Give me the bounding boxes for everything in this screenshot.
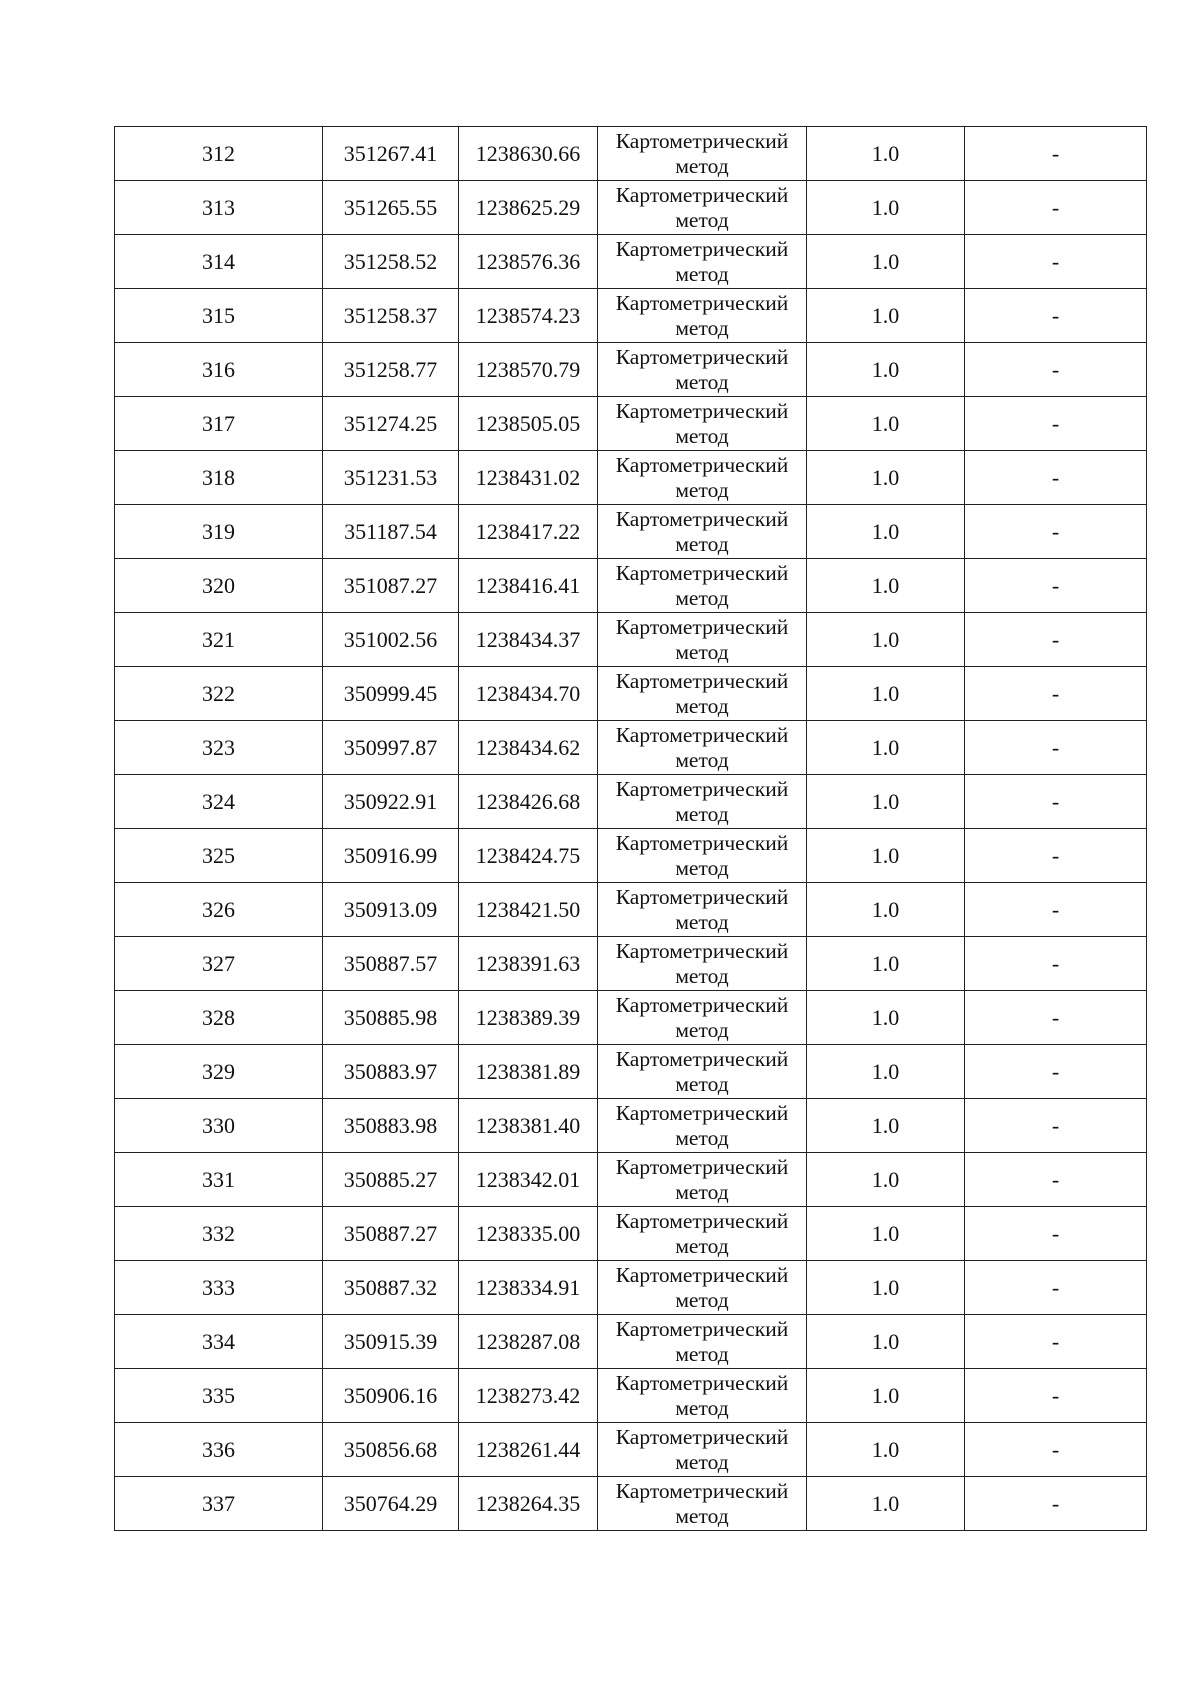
note-cell: -: [965, 1477, 1147, 1531]
method-line-2: метод: [675, 1017, 729, 1042]
x-coordinate-cell: 351258.77: [323, 343, 459, 397]
y-coordinate-cell: 1238625.29: [459, 181, 598, 235]
method-line-1: Картометрический: [615, 1424, 789, 1449]
method-line-1: Картометрический: [615, 236, 789, 261]
method-cell: [598, 829, 807, 883]
accuracy-cell: 1.0: [807, 1153, 965, 1207]
table-row: [115, 829, 1147, 883]
method-line-2: метод: [675, 1071, 729, 1096]
x-coordinate-cell: 351267.41: [323, 127, 459, 181]
y-coordinate-cell: 1238434.70: [459, 667, 598, 721]
table-row: [115, 1369, 1147, 1423]
y-coordinate-cell: 1238335.00: [459, 1207, 598, 1261]
method-line-2: метод: [675, 1233, 729, 1258]
y-coordinate-cell: 1238505.05: [459, 397, 598, 451]
accuracy-cell: 1.0: [807, 397, 965, 451]
y-coordinate-cell: 1238434.37: [459, 613, 598, 667]
point-number-cell: 331: [115, 1153, 323, 1207]
table-row: [115, 1207, 1147, 1261]
accuracy-cell: 1.0: [807, 1099, 965, 1153]
y-coordinate-cell: 1238576.36: [459, 235, 598, 289]
accuracy-cell: 1.0: [807, 1045, 965, 1099]
note-cell: -: [965, 775, 1147, 829]
table-row: [115, 1099, 1147, 1153]
table-row: [115, 235, 1147, 289]
point-number-cell: 330: [115, 1099, 323, 1153]
method-line-2: метод: [675, 801, 729, 826]
method-cell: [598, 559, 807, 613]
method-line-1: Картометрический: [615, 344, 789, 369]
method-cell: [598, 1315, 807, 1369]
note-cell: -: [965, 1207, 1147, 1261]
accuracy-cell: 1.0: [807, 343, 965, 397]
y-coordinate-cell: 1238287.08: [459, 1315, 598, 1369]
table-row: [115, 451, 1147, 505]
method-line-1: Картометрический: [615, 182, 789, 207]
method-line-1: Картометрический: [615, 1478, 789, 1503]
point-number-cell: 312: [115, 127, 323, 181]
method-cell: [598, 181, 807, 235]
method-line-2: метод: [675, 423, 729, 448]
y-coordinate-cell: 1238424.75: [459, 829, 598, 883]
x-coordinate-cell: 351187.54: [323, 505, 459, 559]
note-cell: -: [965, 937, 1147, 991]
method-line-2: метод: [675, 963, 729, 988]
x-coordinate-cell: 350764.29: [323, 1477, 459, 1531]
method-line-1: Картометрический: [615, 992, 789, 1017]
note-cell: -: [965, 181, 1147, 235]
method-line-1: Картометрический: [615, 1046, 789, 1071]
note-cell: -: [965, 289, 1147, 343]
y-coordinate-cell: 1238391.63: [459, 937, 598, 991]
accuracy-cell: 1.0: [807, 991, 965, 1045]
note-cell: -: [965, 397, 1147, 451]
y-coordinate-cell: 1238431.02: [459, 451, 598, 505]
y-coordinate-cell: 1238434.62: [459, 721, 598, 775]
y-coordinate-cell: 1238264.35: [459, 1477, 598, 1531]
method-line-1: Картометрический: [615, 776, 789, 801]
method-line-1: Картометрический: [615, 452, 789, 477]
y-coordinate-cell: 1238261.44: [459, 1423, 598, 1477]
table-row: [115, 505, 1147, 559]
method-line-2: метод: [675, 909, 729, 934]
table-row: [115, 775, 1147, 829]
accuracy-cell: 1.0: [807, 613, 965, 667]
method-line-2: метод: [675, 1287, 729, 1312]
point-number-cell: 325: [115, 829, 323, 883]
point-number-cell: 315: [115, 289, 323, 343]
note-cell: -: [965, 127, 1147, 181]
accuracy-cell: 1.0: [807, 1315, 965, 1369]
note-cell: -: [965, 235, 1147, 289]
note-cell: -: [965, 613, 1147, 667]
accuracy-cell: 1.0: [807, 937, 965, 991]
note-cell: -: [965, 1315, 1147, 1369]
point-number-cell: 335: [115, 1369, 323, 1423]
method-line-1: Картометрический: [615, 1154, 789, 1179]
accuracy-cell: 1.0: [807, 235, 965, 289]
point-number-cell: 313: [115, 181, 323, 235]
method-cell: [598, 1099, 807, 1153]
method-line-2: метод: [675, 153, 729, 178]
x-coordinate-cell: 350922.91: [323, 775, 459, 829]
accuracy-cell: 1.0: [807, 289, 965, 343]
coordinates-table: [114, 126, 1147, 1531]
method-line-2: метод: [675, 1125, 729, 1150]
x-coordinate-cell: 350915.39: [323, 1315, 459, 1369]
method-line-2: метод: [675, 585, 729, 610]
coordinates-table-container: [114, 126, 1146, 1531]
x-coordinate-cell: 350997.87: [323, 721, 459, 775]
method-line-2: метод: [675, 315, 729, 340]
point-number-cell: 323: [115, 721, 323, 775]
method-cell: [598, 667, 807, 721]
point-number-cell: 321: [115, 613, 323, 667]
accuracy-cell: 1.0: [807, 1477, 965, 1531]
table-row: [115, 181, 1147, 235]
method-cell: [598, 1207, 807, 1261]
point-number-cell: 328: [115, 991, 323, 1045]
table-row: [115, 991, 1147, 1045]
method-line-1: Картометрический: [615, 830, 789, 855]
table-row: [115, 343, 1147, 397]
x-coordinate-cell: 350885.98: [323, 991, 459, 1045]
point-number-cell: 317: [115, 397, 323, 451]
note-cell: -: [965, 883, 1147, 937]
table-row: [115, 613, 1147, 667]
method-cell: [598, 1423, 807, 1477]
accuracy-cell: 1.0: [807, 1423, 965, 1477]
accuracy-cell: 1.0: [807, 559, 965, 613]
point-number-cell: 314: [115, 235, 323, 289]
method-line-2: метод: [675, 1449, 729, 1474]
method-line-1: Картометрический: [615, 128, 789, 153]
method-cell: [598, 343, 807, 397]
table-row: [115, 1045, 1147, 1099]
x-coordinate-cell: 350883.98: [323, 1099, 459, 1153]
accuracy-cell: 1.0: [807, 829, 965, 883]
y-coordinate-cell: 1238381.89: [459, 1045, 598, 1099]
method-line-1: Картометрический: [615, 1316, 789, 1341]
y-coordinate-cell: 1238334.91: [459, 1261, 598, 1315]
method-cell: [598, 1261, 807, 1315]
method-line-1: Картометрический: [615, 398, 789, 423]
note-cell: -: [965, 991, 1147, 1045]
note-cell: -: [965, 559, 1147, 613]
accuracy-cell: 1.0: [807, 181, 965, 235]
method-line-1: Картометрический: [615, 506, 789, 531]
accuracy-cell: 1.0: [807, 721, 965, 775]
method-line-2: метод: [675, 855, 729, 880]
accuracy-cell: 1.0: [807, 505, 965, 559]
x-coordinate-cell: 351087.27: [323, 559, 459, 613]
method-line-1: Картометрический: [615, 1370, 789, 1395]
table-row: [115, 127, 1147, 181]
x-coordinate-cell: 350916.99: [323, 829, 459, 883]
accuracy-cell: 1.0: [807, 1207, 965, 1261]
y-coordinate-cell: 1238421.50: [459, 883, 598, 937]
method-line-2: метод: [675, 639, 729, 664]
note-cell: -: [965, 505, 1147, 559]
method-cell: [598, 289, 807, 343]
note-cell: -: [965, 1423, 1147, 1477]
y-coordinate-cell: 1238389.39: [459, 991, 598, 1045]
x-coordinate-cell: 351231.53: [323, 451, 459, 505]
x-coordinate-cell: 350887.27: [323, 1207, 459, 1261]
method-line-1: Картометрический: [615, 1262, 789, 1287]
point-number-cell: 316: [115, 343, 323, 397]
method-line-2: метод: [675, 1395, 729, 1420]
method-line-1: Картометрический: [615, 884, 789, 909]
accuracy-cell: 1.0: [807, 883, 965, 937]
method-line-2: метод: [675, 477, 729, 502]
method-line-1: Картометрический: [615, 1208, 789, 1233]
accuracy-cell: 1.0: [807, 451, 965, 505]
table-row: [115, 1477, 1147, 1531]
table-row: [115, 1423, 1147, 1477]
method-cell: [598, 613, 807, 667]
point-number-cell: 337: [115, 1477, 323, 1531]
x-coordinate-cell: 350887.32: [323, 1261, 459, 1315]
accuracy-cell: 1.0: [807, 667, 965, 721]
table-row: [115, 289, 1147, 343]
x-coordinate-cell: 350883.97: [323, 1045, 459, 1099]
note-cell: -: [965, 1045, 1147, 1099]
x-coordinate-cell: 350856.68: [323, 1423, 459, 1477]
note-cell: -: [965, 343, 1147, 397]
accuracy-cell: 1.0: [807, 1369, 965, 1423]
method-line-2: метод: [675, 261, 729, 286]
point-number-cell: 322: [115, 667, 323, 721]
method-line-1: Картометрический: [615, 668, 789, 693]
table-row: [115, 559, 1147, 613]
y-coordinate-cell: 1238574.23: [459, 289, 598, 343]
table-row: [115, 1315, 1147, 1369]
table-row: [115, 397, 1147, 451]
method-cell: [598, 505, 807, 559]
method-cell: [598, 991, 807, 1045]
accuracy-cell: 1.0: [807, 775, 965, 829]
accuracy-cell: 1.0: [807, 127, 965, 181]
point-number-cell: 327: [115, 937, 323, 991]
point-number-cell: 334: [115, 1315, 323, 1369]
coordinates-table-body: [115, 127, 1147, 1531]
x-coordinate-cell: 351274.25: [323, 397, 459, 451]
method-line-2: метод: [675, 531, 729, 556]
note-cell: -: [965, 1261, 1147, 1315]
y-coordinate-cell: 1238381.40: [459, 1099, 598, 1153]
y-coordinate-cell: 1238416.41: [459, 559, 598, 613]
y-coordinate-cell: 1238426.68: [459, 775, 598, 829]
y-coordinate-cell: 1238570.79: [459, 343, 598, 397]
point-number-cell: 326: [115, 883, 323, 937]
method-cell: [598, 127, 807, 181]
x-coordinate-cell: 350885.27: [323, 1153, 459, 1207]
method-line-2: метод: [675, 207, 729, 232]
method-line-2: метод: [675, 1503, 729, 1528]
method-cell: [598, 451, 807, 505]
table-row: [115, 1261, 1147, 1315]
point-number-cell: 320: [115, 559, 323, 613]
method-line-1: Картометрический: [615, 1100, 789, 1125]
method-line-2: метод: [675, 693, 729, 718]
x-coordinate-cell: 351258.37: [323, 289, 459, 343]
x-coordinate-cell: 351265.55: [323, 181, 459, 235]
method-line-2: метод: [675, 747, 729, 772]
x-coordinate-cell: 351002.56: [323, 613, 459, 667]
point-number-cell: 336: [115, 1423, 323, 1477]
y-coordinate-cell: 1238630.66: [459, 127, 598, 181]
point-number-cell: 333: [115, 1261, 323, 1315]
point-number-cell: 324: [115, 775, 323, 829]
x-coordinate-cell: 350887.57: [323, 937, 459, 991]
note-cell: -: [965, 451, 1147, 505]
method-line-2: метод: [675, 1179, 729, 1204]
method-cell: [598, 1045, 807, 1099]
method-cell: [598, 937, 807, 991]
method-line-1: Картометрический: [615, 938, 789, 963]
table-row: [115, 1153, 1147, 1207]
note-cell: -: [965, 1099, 1147, 1153]
table-row: [115, 721, 1147, 775]
y-coordinate-cell: 1238342.01: [459, 1153, 598, 1207]
method-cell: [598, 397, 807, 451]
method-line-1: Картометрический: [615, 614, 789, 639]
note-cell: -: [965, 1369, 1147, 1423]
x-coordinate-cell: 351258.52: [323, 235, 459, 289]
method-cell: [598, 775, 807, 829]
note-cell: -: [965, 667, 1147, 721]
table-row: [115, 667, 1147, 721]
method-line-2: метод: [675, 369, 729, 394]
note-cell: -: [965, 721, 1147, 775]
method-cell: [598, 235, 807, 289]
x-coordinate-cell: 350913.09: [323, 883, 459, 937]
point-number-cell: 319: [115, 505, 323, 559]
method-cell: [598, 721, 807, 775]
method-line-2: метод: [675, 1341, 729, 1366]
method-line-1: Картометрический: [615, 722, 789, 747]
table-row: [115, 937, 1147, 991]
method-line-1: Картометрический: [615, 560, 789, 585]
x-coordinate-cell: 350906.16: [323, 1369, 459, 1423]
y-coordinate-cell: 1238417.22: [459, 505, 598, 559]
method-cell: [598, 883, 807, 937]
accuracy-cell: 1.0: [807, 1261, 965, 1315]
point-number-cell: 318: [115, 451, 323, 505]
table-row: [115, 883, 1147, 937]
method-cell: [598, 1477, 807, 1531]
note-cell: -: [965, 1153, 1147, 1207]
x-coordinate-cell: 350999.45: [323, 667, 459, 721]
note-cell: -: [965, 829, 1147, 883]
method-cell: [598, 1369, 807, 1423]
y-coordinate-cell: 1238273.42: [459, 1369, 598, 1423]
method-cell: [598, 1153, 807, 1207]
point-number-cell: 329: [115, 1045, 323, 1099]
point-number-cell: 332: [115, 1207, 323, 1261]
method-line-1: Картометрический: [615, 290, 789, 315]
